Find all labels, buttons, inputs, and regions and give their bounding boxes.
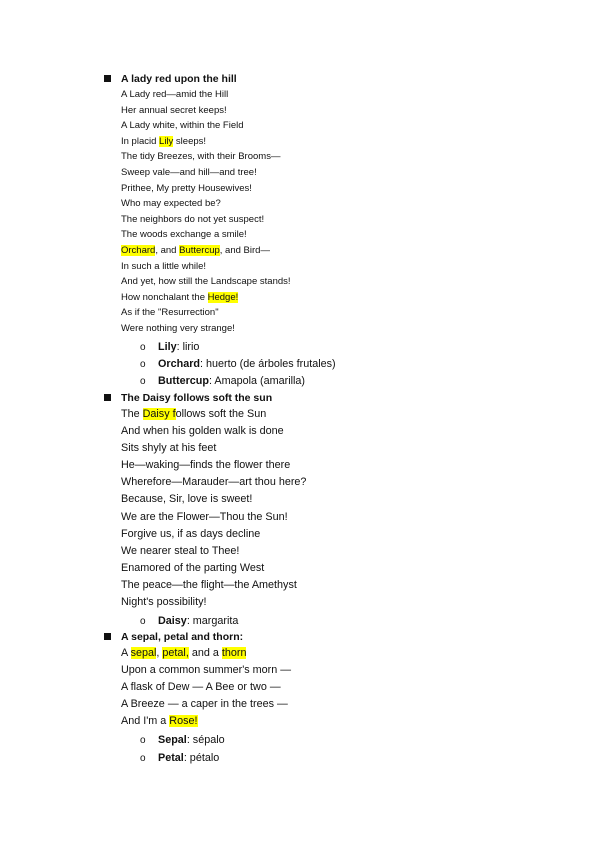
circle-bullet-icon: o [140, 358, 146, 370]
glossary-definition: : Amapola (amarilla) [209, 374, 306, 387]
poem-line [121, 196, 574, 212]
poem-line [121, 696, 574, 713]
section-heading [104, 390, 574, 406]
line-text: The peace—the flight—the Amethyst [121, 578, 297, 591]
line-text: ollows soft the Sun [175, 408, 267, 420]
glossary-item [140, 339, 574, 356]
poem-section-daisy [104, 390, 574, 630]
highlighted-word: Daisy f [142, 408, 176, 420]
poem-line [121, 165, 574, 181]
poem-line [121, 679, 574, 696]
poem-line [121, 645, 574, 662]
poem-line [121, 212, 574, 228]
glossary-item [140, 732, 574, 749]
glossary-term: Daisy [158, 615, 187, 628]
line-text: A Lady red—amid the Hill [121, 89, 229, 100]
glossary-term: Orchard [158, 357, 201, 370]
poem-section-sepal [104, 629, 574, 767]
highlighted-word: petal, [162, 647, 189, 659]
line-text: As if the "Resurrection" [121, 307, 219, 319]
glossary-item [140, 373, 574, 390]
line-text: Her annual secret keeps! [121, 104, 227, 116]
poem-line [121, 526, 574, 543]
poem-line [121, 118, 574, 134]
highlighted-word: Orchard [121, 244, 156, 256]
glossary-item [140, 613, 574, 630]
line-text: And I'm a [121, 715, 170, 728]
line-text: The [121, 408, 143, 420]
line-text: He—waking—finds the flower there [121, 459, 291, 472]
line-text: , and [155, 244, 180, 256]
line-text: A Breeze — a caper in the trees — [121, 698, 288, 711]
poem-line [121, 87, 574, 103]
line-text: Forgive us, if as days decline [121, 527, 261, 540]
glossary-term: Petal [158, 751, 184, 764]
highlighted-word: sepal [130, 647, 157, 659]
poem-line [121, 713, 574, 730]
line-text: And yet, how still the Landscape stands! [121, 276, 291, 288]
section-title: A lady red upon the hill [121, 73, 237, 85]
highlighted-word: Hedge! [207, 291, 239, 303]
glossary-definition: : huerto (de árboles frutales) [200, 357, 336, 370]
line-text: and a [188, 647, 222, 659]
poem-line [121, 406, 574, 423]
glossary-item [140, 750, 574, 767]
poem-line [121, 103, 574, 119]
highlighted-word: Rose! [169, 715, 198, 728]
highlighted-word: thorn [221, 647, 247, 659]
line-text: Sweep vale—and hill—and tree! [121, 166, 257, 178]
circle-bullet-icon: o [140, 375, 146, 387]
square-bullet-icon [104, 394, 111, 401]
section-heading [104, 71, 574, 87]
poem-line [121, 543, 574, 560]
poem-line [121, 181, 574, 197]
line-text: We are the Flower—Thou the Sun! [121, 510, 288, 523]
glossary-list [104, 613, 574, 630]
line-text: sleeps! [173, 135, 207, 147]
line-text: , [156, 647, 163, 659]
line-text: The neighbors do not yet suspect! [121, 213, 265, 225]
line-text: Were nothing very strange! [121, 322, 235, 334]
poem-line [121, 274, 574, 290]
line-text: Sits shyly at his feet [121, 442, 217, 455]
section-heading [104, 629, 574, 645]
glossary-term: Lily [158, 340, 177, 353]
poem-line [121, 305, 574, 321]
glossary-list [104, 732, 574, 766]
line-text: How nonchalant the [121, 291, 208, 303]
poem-section-lady-red [104, 71, 574, 390]
poem-line [121, 662, 574, 679]
poem-line [121, 509, 574, 526]
glossary-definition: : lirio [176, 340, 200, 353]
line-text: Who may expected be? [121, 198, 221, 210]
poem-line [121, 134, 574, 150]
poem-line [121, 227, 574, 243]
section-title: A sepal, petal and thorn: [121, 631, 244, 643]
glossary-term: Buttercup [158, 374, 209, 387]
line-text: The woods exchange a smile! [121, 229, 247, 241]
circle-bullet-icon: o [140, 735, 146, 747]
poem-line [121, 149, 574, 165]
glossary-item [140, 356, 574, 373]
poem-line [121, 243, 574, 259]
line-text: We nearer steal to Thee! [121, 544, 240, 557]
line-text: Prithee, My pretty Housewives! [121, 182, 252, 194]
line-text: Wherefore—Marauder—art thou here? [121, 476, 307, 489]
poem-line [121, 259, 574, 275]
glossary-definition: : sépalo [186, 734, 225, 747]
glossary-definition: : pétalo [183, 751, 220, 764]
square-bullet-icon [104, 633, 111, 640]
glossary-definition: : margarita [186, 615, 239, 628]
poem-line [121, 474, 574, 491]
circle-bullet-icon: o [140, 616, 146, 628]
square-bullet-icon [104, 75, 111, 82]
line-text: , and Bird— [219, 244, 270, 256]
line-text: A flask of Dew — A Bee or two — [121, 681, 281, 694]
poem-line [121, 491, 574, 508]
poem-lines [104, 406, 574, 611]
poem-line [121, 321, 574, 337]
line-text: A Lady white, within the Field [121, 120, 244, 132]
line-text: Night's possibility! [121, 596, 207, 609]
line-text: Because, Sir, love is sweet! [121, 493, 253, 506]
line-text: A [121, 647, 131, 659]
line-text: In placid [121, 135, 160, 147]
highlighted-word: Buttercup [179, 244, 220, 256]
poem-line [121, 594, 574, 611]
poem-line [121, 560, 574, 577]
poem-lines [104, 645, 574, 730]
circle-bullet-icon: o [140, 341, 146, 353]
line-text: Enamored of the parting West [121, 561, 265, 574]
circle-bullet-icon: o [140, 752, 146, 764]
section-title: The Daisy follows soft the sun [121, 392, 273, 404]
poem-line [121, 423, 574, 440]
glossary-term: Sepal [158, 734, 187, 747]
line-text: And when his golden walk is done [121, 425, 284, 438]
line-text: In such a little while! [121, 260, 207, 272]
poem-line [121, 577, 574, 594]
poem-line [121, 457, 574, 474]
line-text: Upon a common summer's morn — [121, 664, 292, 677]
poem-line [121, 290, 574, 306]
poem-line [121, 440, 574, 457]
line-text: The tidy Breezes, with their Brooms— [121, 151, 281, 163]
glossary-list [104, 339, 574, 390]
poem-lines [104, 87, 574, 337]
highlighted-word: Lily [159, 135, 174, 147]
